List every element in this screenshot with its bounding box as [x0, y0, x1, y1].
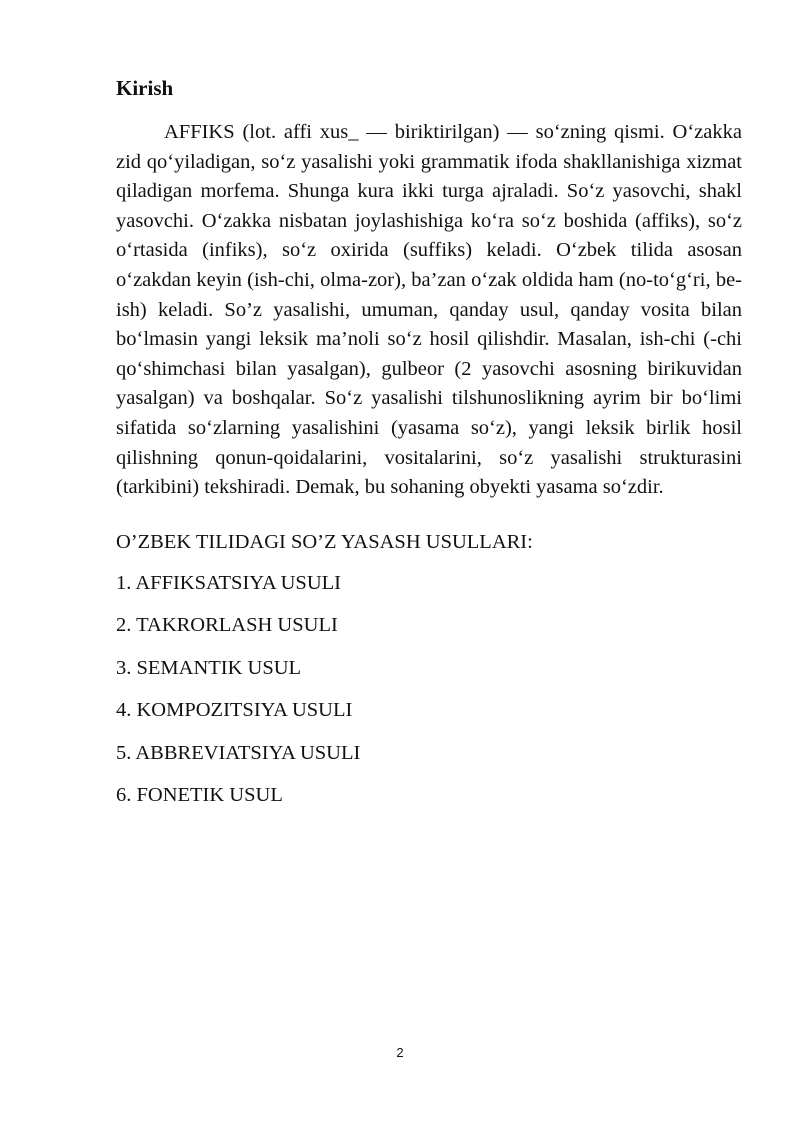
list-item: 1. AFFIKSATSIYA USULI: [116, 572, 341, 594]
list-item: 2. TAKRORLASH USULI: [116, 614, 338, 637]
list-item: 5. ABBREVIATSIYA USULI: [116, 741, 361, 764]
methods-list: [116, 570, 360, 824]
list-item: 4. KOMPOZITSIYA USULI: [116, 699, 353, 722]
list-item: 6. FONETIK USUL: [116, 783, 283, 806]
intro-paragraph: AFFIKS (lot. affi xus_ — biriktirilgan) — so‘zning qismi. O‘zakka zid qo‘yiladigan, so‘z yasalishi yoki grammatik ifoda shakllanishiga xizmat qiladigan morfema. Shunga kura ikki turga ajraladi. So‘z yasovchi, shakl yasovchi. O‘zakka nisbatan joylashishiga ko‘ra so‘z boshida (affiks), so‘z o‘rtasida (infiks), so‘z oxirida (suffiks) keladi. O‘zbek tilida asosan o‘zakdan keyin (ish-chi, olma-zor), ba’zan o‘zak oldida ham (no-to‘g‘ri, be-ish) keladi. So’z yasalishi, umuman, qanday usul, qanday vosita bilan bo‘lmasin yangi leksik ma’noli so‘z hosil qilishdir. Masalan, ish-chi (-chi qo‘shimchasi bilan yasalgan), gulbeor (2 yasovchi asosning birikuvidan yasalgan) va boshqalar. So‘z yasalishi tilshunoslikning ayrim bir bo‘limi sifatida so‘zlarning yasalishini (yasama so‘z), yangi leksik birlik hosil qilishning qonun-qoidalarini, vositalarini, so‘z yasalishi strukturasini (tarkibini) tekshiradi. Demak, bu sohaning obyekti yasama so‘zdir.: [116, 121, 742, 499]
methods-title: O’ZBEK TILIDAGI SO’Z YASASH USULLARI:: [116, 531, 533, 553]
page-number: 2: [396, 1045, 404, 1060]
list-item: 3. SEMANTIK USUL: [116, 656, 302, 679]
section-heading: Kirish: [116, 76, 174, 100]
